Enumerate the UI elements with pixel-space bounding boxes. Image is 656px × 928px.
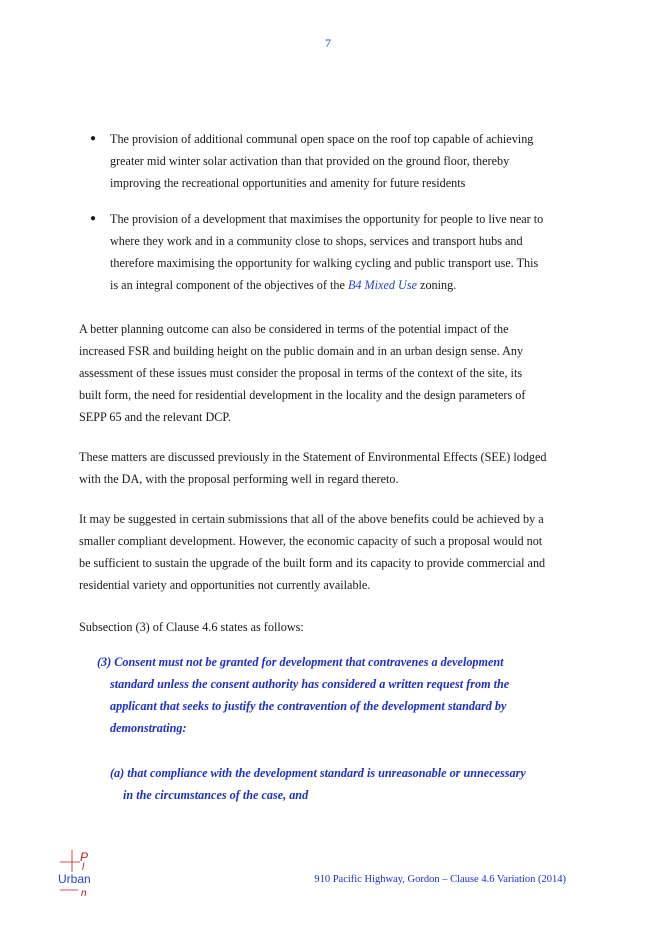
paragraph-line: assessment of these issues must consider the proposal in terms of the context of the site, its: [79, 366, 523, 380]
clause-quote-3: [97, 651, 567, 739]
bullet-item: [90, 128, 590, 194]
bullet-line: improving the recreational opportunities and amenity for future residents: [110, 176, 466, 190]
logo-letter: n: [81, 888, 87, 898]
paragraph-subsection-intro: [79, 616, 579, 638]
paragraph-line: These matters are discussed previously in the Statement of Environmental Effects (SEE) lodged: [79, 450, 547, 464]
footer-document-title: 910 Pacific Highway, Gordon – Clause 4.6 Variation (2014): [314, 874, 566, 885]
logo-urban-text: Urban: [58, 872, 91, 886]
bullet-dot-icon: ●: [90, 213, 97, 224]
page-number: 7: [325, 36, 331, 50]
bullet-line: The provision of additional communal open space on the roof top capable of achieving: [110, 132, 534, 146]
quote-line: (3) Consent must not be granted for development that contravenes a development: [97, 655, 504, 669]
bullet-line: is an integral component of the objectives of the: [110, 278, 348, 292]
paragraph-see-discussion: [79, 446, 579, 490]
bullet-item: [90, 208, 590, 296]
bullet-line: greater mid winter solar activation than that provided on the ground floor, thereby: [110, 154, 510, 168]
quote-line: in the circumstances of the case, and: [123, 788, 309, 802]
paragraph-line: Subsection (3) of Clause 4.6 states as follows:: [79, 620, 304, 634]
zoning-link[interactable]: B4 Mixed Use: [347, 278, 417, 292]
quote-line: applicant that seeks to justify the contravention of the development standard by: [110, 699, 507, 713]
paragraph-line: built form, the need for residential development in the locality and the design parameters of: [79, 388, 526, 402]
paragraph-line: with the DA, with the proposal performing well in regard thereto.: [79, 472, 399, 486]
bullet-dot-icon: ●: [90, 133, 97, 144]
paragraph-submissions: [79, 508, 579, 596]
quote-line: (a) that compliance with the development standard is unreasonable or unnecessary: [110, 766, 526, 780]
bullet-line: therefore maximising the opportunity for walking cycling and public transport use. This: [110, 256, 539, 270]
paragraph-line: A better planning outcome can also be considered in terms of the potential impact of the: [79, 322, 509, 336]
paragraph-line: SEPP 65 and the relevant DCP.: [79, 410, 231, 424]
paragraph-planning-outcome: [79, 318, 579, 428]
quote-line: demonstrating:: [110, 721, 187, 735]
paragraph-line: be sufficient to sustain the upgrade of the built form and its capacity to provide commercial and: [79, 556, 546, 570]
paragraph-line: increased FSR and building height on the public domain and in an urban design sense. Any: [79, 344, 524, 358]
bullet-line: The provision of a development that maximises the opportunity for people to live near to: [110, 212, 544, 226]
urban-plan-logo: [52, 850, 112, 898]
paragraph-line: residential variety and opportunities not currently available.: [79, 578, 371, 592]
quote-line: standard unless the consent authority has considered a written request from the: [110, 677, 510, 691]
logo-letter: l: [82, 862, 85, 873]
paragraph-line: It may be suggested in certain submissions that all of the above benefits could be achieved by a: [79, 512, 544, 526]
bullet-line: where they work and in a community close to shops, services and transport hubs and: [110, 234, 523, 248]
bullet-line: zoning.: [416, 278, 457, 292]
bullet-list: [90, 128, 590, 310]
clause-quote-3a: [110, 762, 560, 806]
logo-letter: P: [80, 850, 89, 864]
paragraph-line: smaller compliant development. However, the economic capacity of such a proposal would not: [79, 534, 543, 548]
